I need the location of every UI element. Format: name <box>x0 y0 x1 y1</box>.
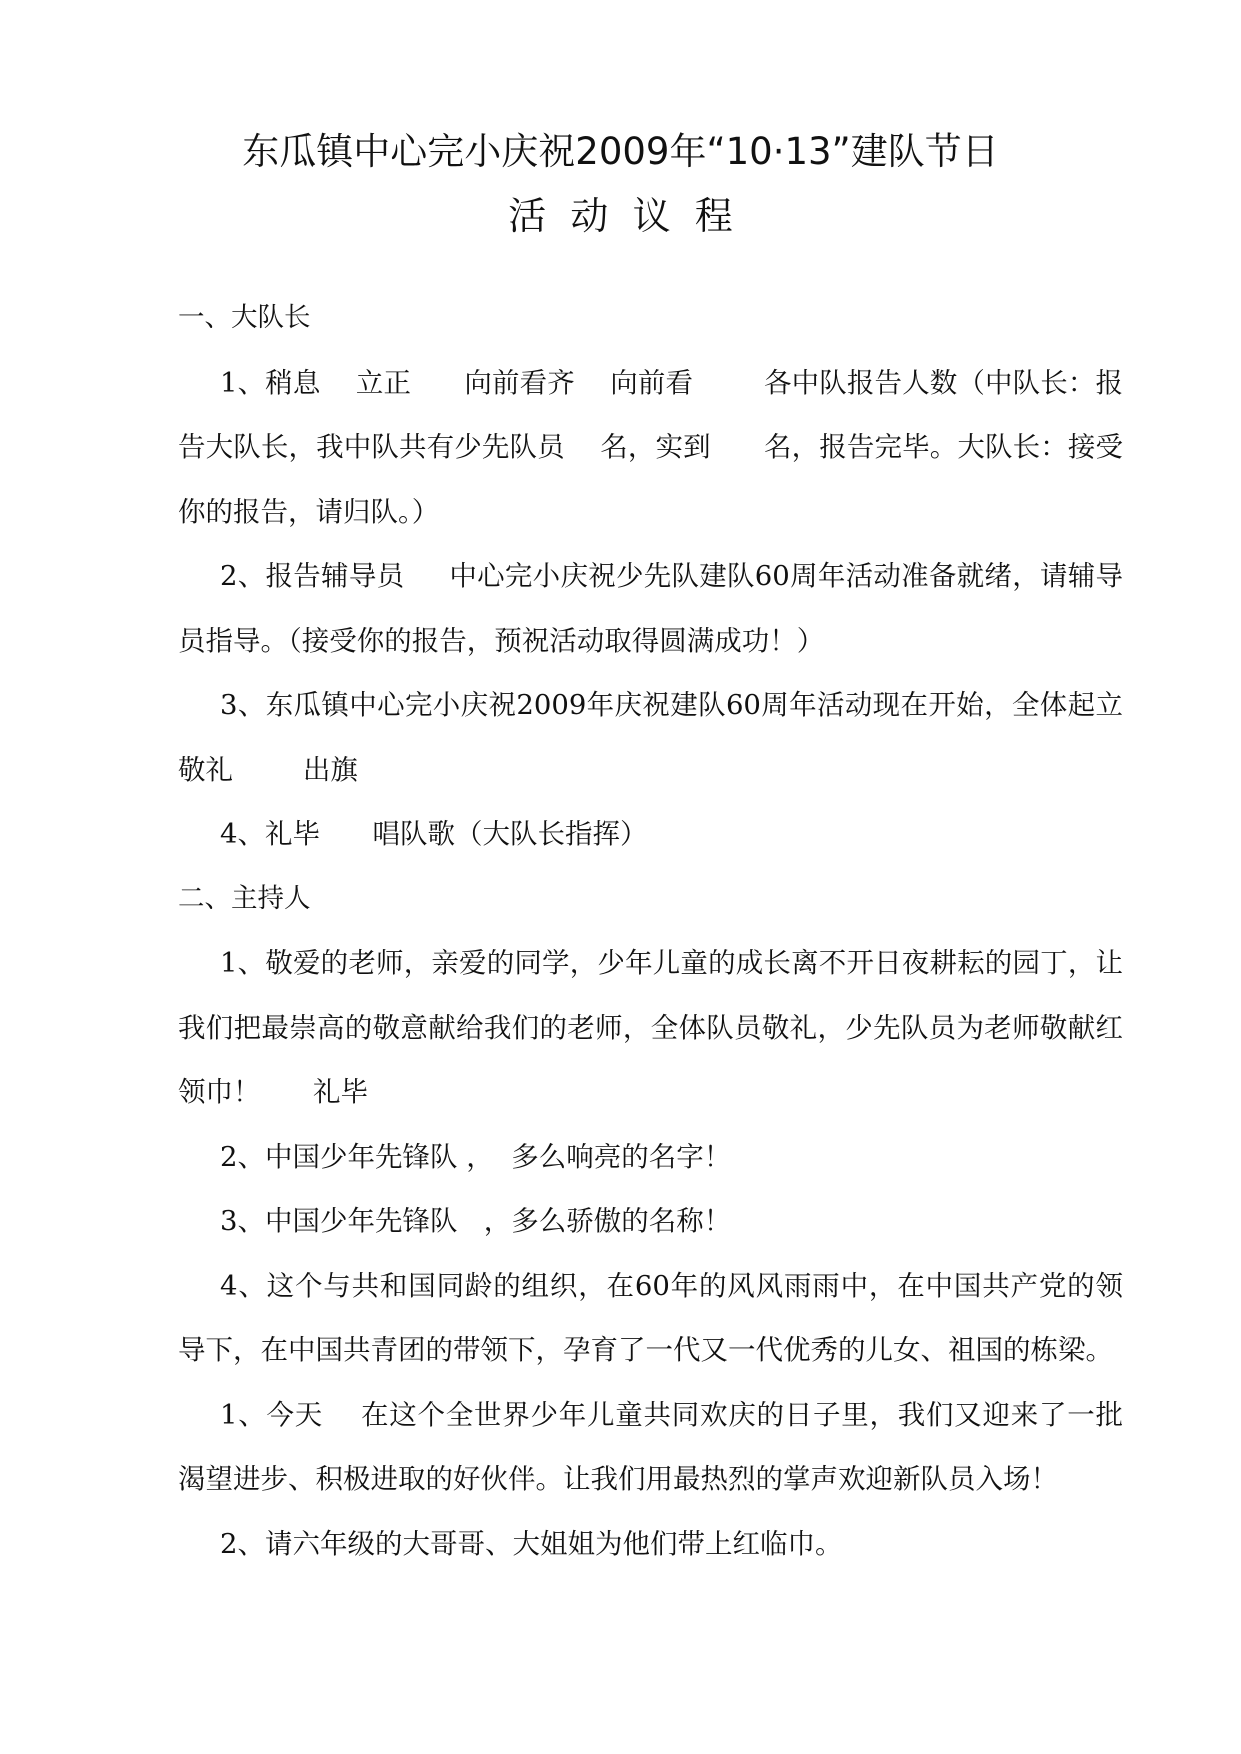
paragraph: 2、报告辅导员 中心完小庆祝少先队建队60周年活动准备就绪，请辅导员指导。（接受你的报告，预祝活动取得圆满成功！） <box>178 560 1123 657</box>
paragraph: 3、东瓜镇中心完小庆祝2009年庆祝建队60周年活动现在开始，全体起立 敬礼 出旗 <box>178 689 1158 786</box>
paragraph: 2、请六年级的大哥哥、大姐姐为他们带上红临巾。 <box>220 1527 843 1560</box>
paragraph: 2、中国少年先锋队 ， 多么响亮的名字！ <box>220 1140 732 1173</box>
document-subtitle: 活 动 议 程 <box>508 194 733 238</box>
paragraph: 4、这个与共和国同龄的组织，在60年的风风雨雨中，在中国共产党的领导下，在中国共青团的带领下，孕育了一代又一代优秀的儿女、祖国的栋梁。 <box>178 1269 1123 1366</box>
document-title: 东瓜镇中心完小庆祝2009年“10·13”建队节日 <box>242 130 999 173</box>
paragraph: 1、今天 在这个全世界少年儿童共同欢庆的日子里，我们又迎来了一批渴望进步、积极进取的好伙伴。让我们用最热烈的掌声欢迎新队员入场！ <box>178 1398 1123 1495</box>
paragraph: 1、敬爱的老师，亲爱的同学，少年儿童的成长离不开日夜耕耘的园丁，让我们把最崇高的敬意献给我们的老师，全体队员敬礼，少先队员为老师敬献红领巾！ 礼毕 <box>178 947 1123 1108</box>
paragraph: 4、礼毕 唱队歌（大队长指挥） <box>220 818 648 850</box>
section-heading-captain: 一、大队长 <box>178 302 311 333</box>
document-body <box>178 286 1158 1576</box>
section-heading-host: 二、主持人 <box>178 882 311 914</box>
paragraph: 3、中国少年先锋队 ，多么骄傲的名称！ <box>220 1205 732 1237</box>
paragraph: 1、稍息 立正 向前看齐 向前看 各中队报告人数（中队长：报告大队长，我中队共有少先队员 名，实到 名，报告完毕。大队长：接受你的报告，请归队。） <box>178 366 1123 528</box>
